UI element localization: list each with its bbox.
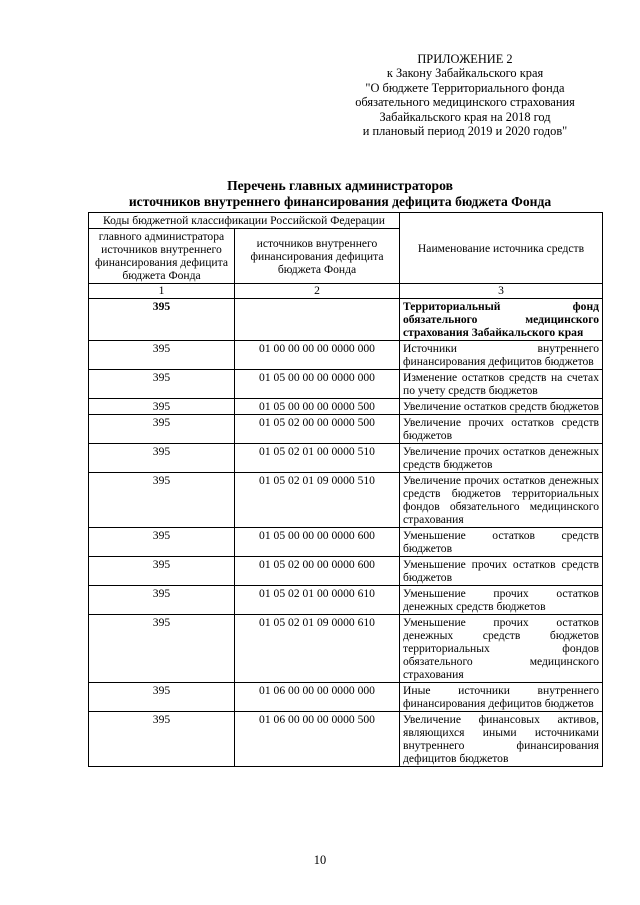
table-row bbox=[89, 683, 603, 712]
source-name-cell: Уменьшение прочих остатков средств бюджетов bbox=[400, 557, 603, 586]
source-code-cell: 01 05 02 01 00 0000 510 bbox=[235, 444, 400, 473]
table-row bbox=[89, 615, 603, 683]
page-number: 10 bbox=[313, 853, 327, 867]
admin-code-cell: 395 bbox=[89, 586, 235, 615]
source-code-cell bbox=[235, 299, 400, 341]
table-row bbox=[89, 370, 603, 399]
table-row bbox=[89, 444, 603, 473]
table-row bbox=[89, 712, 603, 767]
appendix-line: обязательного медицинского страхования bbox=[355, 95, 575, 110]
admin-code-cell: 395 bbox=[89, 399, 235, 415]
table-row bbox=[89, 528, 603, 557]
sources-table bbox=[88, 212, 603, 767]
column-number: 2 bbox=[235, 284, 400, 299]
header-group-cell: Коды бюджетной классификации Российской Федерации bbox=[89, 213, 400, 229]
table-row bbox=[89, 473, 603, 528]
appendix-line: к Закону Забайкальского края bbox=[386, 66, 544, 81]
admin-code-cell: 395 bbox=[89, 615, 235, 683]
table-row bbox=[89, 557, 603, 586]
appendix-heading bbox=[330, 52, 600, 138]
admin-code-cell: 395 bbox=[89, 415, 235, 444]
source-code-cell: 01 05 02 01 09 0000 510 bbox=[235, 473, 400, 528]
admin-code-cell: 395 bbox=[89, 683, 235, 712]
source-name-cell: Увеличение прочих остатков средств бюджетов bbox=[400, 415, 603, 444]
source-name-cell: Уменьшение прочих остатков денежных средств бюджетов bbox=[400, 586, 603, 615]
admin-code-cell: 395 bbox=[89, 299, 235, 341]
source-code-cell: 01 05 02 00 00 0000 600 bbox=[235, 557, 400, 586]
col2-header: источников внутреннего финансирования дефицита бюджета Фонда bbox=[235, 229, 400, 284]
col3-header: Наименование источника средств bbox=[400, 213, 603, 284]
source-name-cell: Территориальный фонд обязательного медицинского страхования Забайкальского края bbox=[400, 299, 603, 341]
table-row bbox=[89, 299, 603, 341]
table-row bbox=[89, 399, 603, 415]
source-name-cell: Увеличение прочих остатков денежных средств бюджетов территориальных фондов обязательного медицинского страхования bbox=[400, 473, 603, 528]
header-group-row bbox=[89, 213, 603, 229]
source-name-cell: Изменение остатков средств на счетах по учету средств бюджетов bbox=[400, 370, 603, 399]
source-code-cell: 01 05 02 01 09 0000 610 bbox=[235, 615, 400, 683]
source-name-cell: Увеличение финансовых активов, являющихся иными источниками внутреннего финансирования дефицитов бюджетов bbox=[400, 712, 603, 767]
column-number: 1 bbox=[89, 284, 235, 299]
table-row bbox=[89, 415, 603, 444]
admin-code-cell: 395 bbox=[89, 528, 235, 557]
source-code-cell: 01 00 00 00 00 0000 000 bbox=[235, 341, 400, 370]
source-code-cell: 01 05 02 01 00 0000 610 bbox=[235, 586, 400, 615]
admin-code-cell: 395 bbox=[89, 557, 235, 586]
appendix-line: и плановый период 2019 и 2020 годов" bbox=[362, 124, 568, 139]
admin-code-cell: 395 bbox=[89, 473, 235, 528]
appendix-line: ПРИЛОЖЕНИЕ 2 bbox=[417, 52, 513, 66]
appendix-line: Забайкальского края на 2018 год bbox=[379, 109, 551, 124]
source-name-cell: Источники внутреннего финансирования дефицитов бюджетов bbox=[400, 341, 603, 370]
source-code-cell: 01 05 02 00 00 0000 500 bbox=[235, 415, 400, 444]
source-name-cell: Увеличение остатков средств бюджетов bbox=[400, 399, 603, 415]
source-code-cell: 01 05 00 00 00 0000 000 bbox=[235, 370, 400, 399]
source-name-cell: Иные источники внутреннего финансирования дефицитов бюджетов bbox=[400, 683, 603, 712]
source-code-cell: 01 05 00 00 00 0000 500 bbox=[235, 399, 400, 415]
source-name-cell: Уменьшение прочих остатков денежных средств бюджетов территориальных фондов обязательного медицинского страхования bbox=[400, 615, 603, 683]
column-number-row bbox=[89, 284, 603, 299]
source-code-cell: 01 06 00 00 00 0000 000 bbox=[235, 683, 400, 712]
title-line-2: источников внутреннего финансирования дефицита бюджета Фонда bbox=[128, 194, 552, 209]
admin-code-cell: 395 bbox=[89, 341, 235, 370]
appendix-line: "О бюджете Территориального фонда bbox=[365, 80, 565, 95]
column-number: 3 bbox=[400, 284, 603, 299]
admin-code-cell: 395 bbox=[89, 444, 235, 473]
table-body bbox=[89, 299, 603, 767]
source-code-cell: 01 05 00 00 00 0000 600 bbox=[235, 528, 400, 557]
title-line-1: Перечень главных администраторов bbox=[227, 178, 453, 193]
document-title bbox=[80, 178, 600, 210]
table-row bbox=[89, 586, 603, 615]
source-code-cell: 01 06 00 00 00 0000 500 bbox=[235, 712, 400, 767]
admin-code-cell: 395 bbox=[89, 712, 235, 767]
source-name-cell: Увеличение прочих остатков денежных средств бюджетов bbox=[400, 444, 603, 473]
table-row bbox=[89, 341, 603, 370]
source-name-cell: Уменьшение остатков средств бюджетов bbox=[400, 528, 603, 557]
admin-code-cell: 395 bbox=[89, 370, 235, 399]
col1-header: главного администратора источников внутреннего финансирования дефицита бюджета Фонда bbox=[89, 229, 235, 284]
